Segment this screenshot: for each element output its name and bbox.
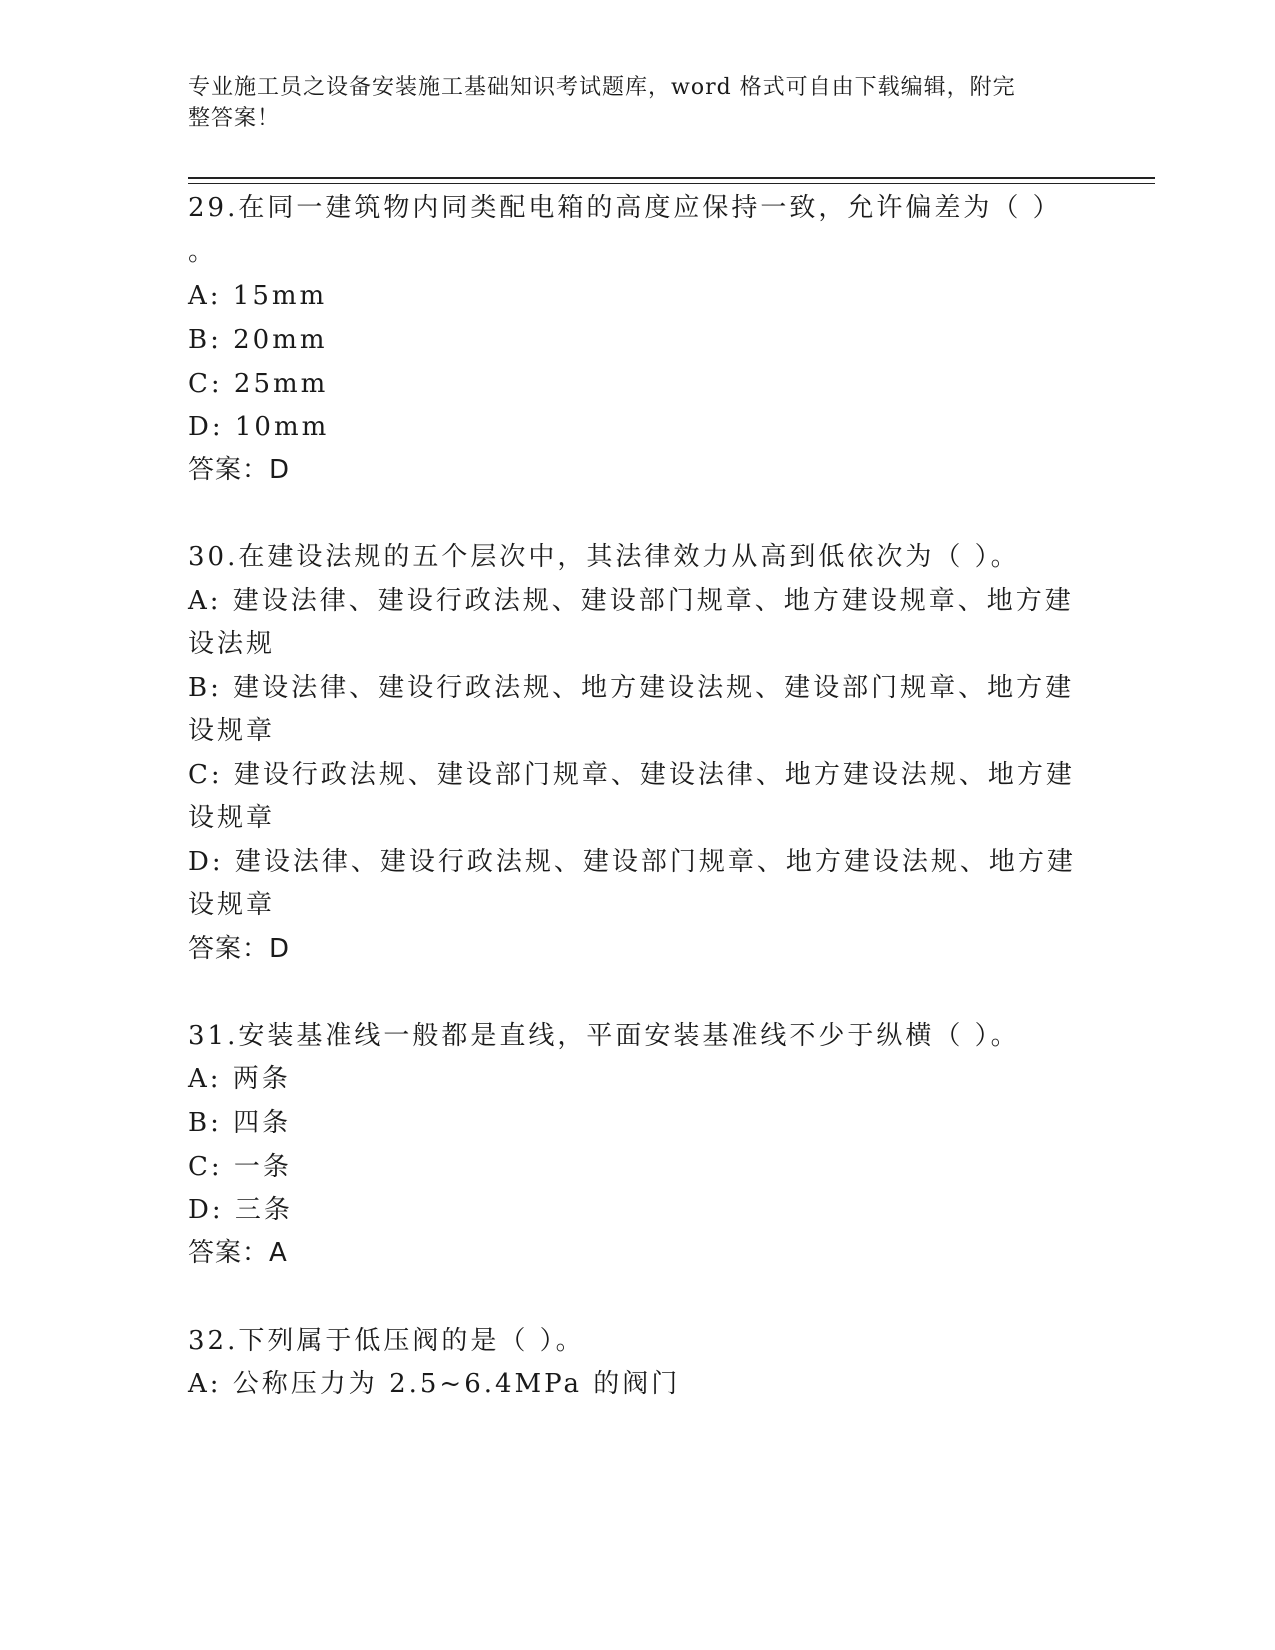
question-29-option-c: C: 25mm <box>188 369 329 399</box>
question-31-option-c: C: 一条 <box>188 1152 292 1182</box>
question-29-answer: 答案：D <box>188 455 291 485</box>
question-31-option-d: D: 三条 <box>188 1195 293 1225</box>
question-30-answer: 答案：D <box>188 934 291 964</box>
header-line-1: 专业施工员之设备安装施工基础知识考试题库，word 格式可自由下载编辑，附完 <box>188 75 1016 100</box>
question-31-option-a: A: 两条 <box>188 1064 291 1094</box>
document-header <box>188 72 1068 134</box>
question-30-option-d: D: 建设法律、建设行政法规、建设部门规章、地方建设法规、地方建 <box>188 847 1076 877</box>
question-30-option-c: C: 建设行政法规、建设部门规章、建设法律、地方建设法规、地方建 <box>188 760 1075 790</box>
question-32-option-a: A: 公称压力为 2.5~6.4MPa 的阀门 <box>188 1369 681 1399</box>
question-30-option-d-cont: 设规章 <box>188 890 276 920</box>
question-29-option-b: B: 20mm <box>188 325 328 355</box>
question-30-option-a-cont: 设法规 <box>188 629 276 659</box>
question-31-answer: 答案：A <box>188 1238 288 1268</box>
header-divider-thick <box>188 177 1155 179</box>
question-29-stem: 29.在同一建筑物内同类配电箱的高度应保持一致，允许偏差为（ ） <box>188 193 1062 223</box>
question-30-stem: 30.在建设法规的五个层次中，其法律效力从高到低依次为（ ）。 <box>188 542 1020 572</box>
question-30-option-c-cont: 设规章 <box>188 803 276 833</box>
header-line-2: 整答案！ <box>188 106 281 131</box>
question-29-option-a: A: 15mm <box>188 281 328 311</box>
question-30-option-a: A: 建设法律、建设行政法规、建设部门规章、地方建设规章、地方建 <box>188 586 1074 616</box>
question-29-stem-cont: 。 <box>188 237 218 267</box>
question-31-option-b: B: 四条 <box>188 1108 292 1138</box>
header-divider-thin <box>188 183 1155 184</box>
question-32-stem: 32.下列属于低压阀的是（ ）。 <box>188 1326 585 1356</box>
question-29-option-d: D: 10mm <box>188 412 330 442</box>
question-31-stem: 31.安装基准线一般都是直线，平面安装基准线不少于纵横（ ）。 <box>188 1021 1020 1051</box>
question-30-option-b: B: 建设法律、建设行政法规、地方建设法规、建设部门规章、地方建 <box>188 673 1075 703</box>
question-30-option-b-cont: 设规章 <box>188 716 276 746</box>
